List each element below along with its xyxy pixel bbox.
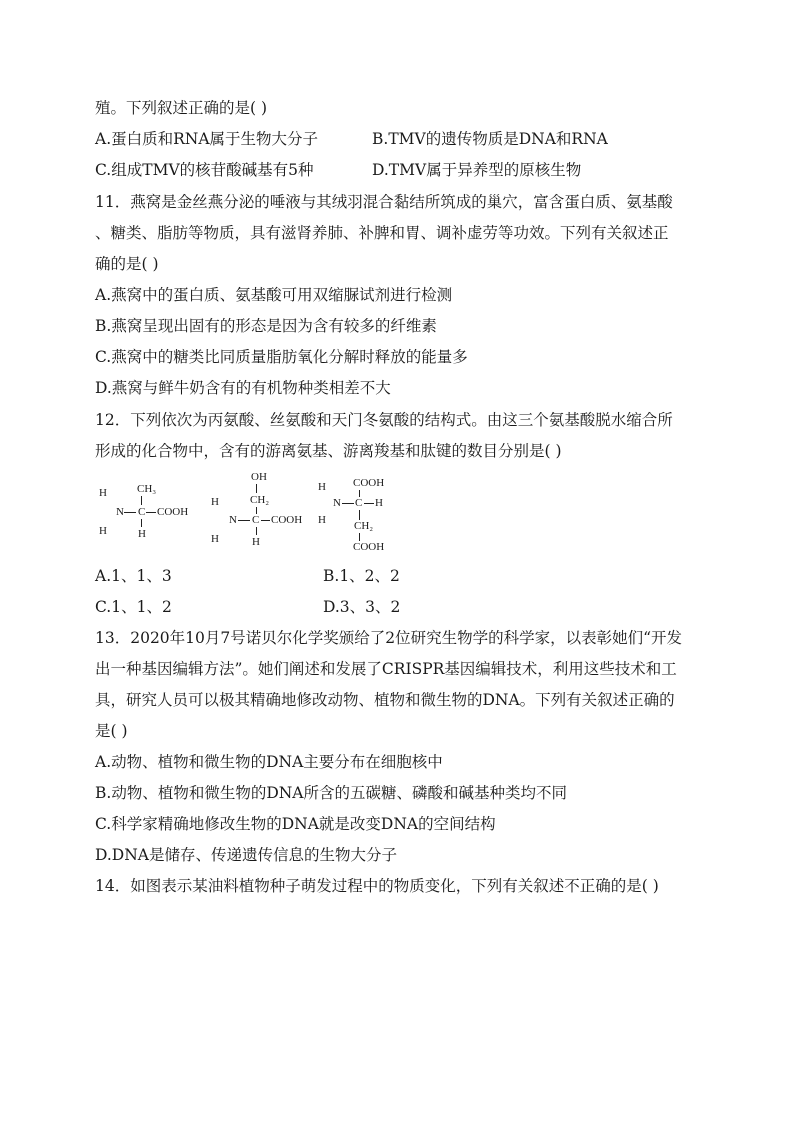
q11-option-a: A.燕窝中的蛋白质、氨基酸可用双缩脲试剂进行检测 (95, 286, 453, 304)
q12-option-a: A.1、1、3 (95, 567, 172, 585)
q11-option-c: C.燕窝中的糖类比同质量脂肪氧化分解时释放的能量多 (95, 348, 468, 366)
q11-option-d: D.燕窝与鲜牛奶含有的有机物种类相差不大 (95, 379, 391, 397)
q12-line1: 12．下列依次为丙氨酸、丝氨酸和天门冬氨酸的结构式。由这三个氨基酸脱水缩合所 (95, 411, 673, 429)
q12-option-d: D.3、3、2 (323, 598, 401, 616)
q14-line1: 14．如图表示某油料植物种子萌发过程中的物质变化，下列有关叙述不正确的是( ) (95, 877, 659, 895)
q10-option-d: D.TMV属于异养型的原核生物 (372, 161, 582, 179)
q10-stem-end: 殖。下列叙述正确的是( ) (95, 99, 268, 117)
q13-line3: 具，研究人员可以极其精确地修改动物、植物和微生物的DNA。下列有关叙述正确的 (95, 691, 675, 709)
q13-line1: 13．2020年10月7号诺贝尔化学奖颁给了2位研究生物学的科学家，以表彰她们“开发 (95, 629, 683, 647)
q13-option-a: A.动物、植物和微生物的DNA主要分布在细胞核中 (95, 753, 443, 771)
q13-line4: 是( ) (95, 722, 128, 740)
q13-option-d: D.DNA是储存、传递遗传信息的生物大分子 (95, 846, 397, 864)
q11-line2: 、糖类、脂肪等物质，具有滋肾养肺、补脾和胃、调补虚劳等功效。下列有关叙述正 (95, 224, 669, 242)
q13-option-b: B.动物、植物和微生物的DNA所含的五碳糖、磷酸和碱基种类均不同 (95, 784, 568, 802)
q10-option-b: B.TMV的遗传物质是DNA和RNA (372, 130, 608, 148)
q13-line2: 出一种基因编辑方法”。她们阐述和发展了CRISPR基因编辑技术，利用这些技术和工 (95, 660, 677, 678)
q12-line2: 形成的化合物中，含有的游离氨基、游离羧基和肽键的数目分别是( ) (95, 442, 562, 460)
q10-option-c: C.组成TMV的核苷酸碱基有5种 (95, 161, 314, 179)
q11-line3: 确的是( ) (95, 255, 159, 273)
q11-option-b: B.燕窝呈现出固有的形态是因为含有较多的纤维素 (95, 317, 437, 335)
q12-option-b: B.1、2、2 (323, 567, 400, 585)
q11-line1: 11．燕窝是金丝燕分泌的唾液与其绒羽混合黏结所筑成的巢穴，富含蛋白质、氨基酸 (95, 193, 673, 211)
q10-option-a: A.蛋白质和RNA属于生物大分子 (95, 130, 319, 148)
q13-option-c: C.科学家精确地修改生物的DNA就是改变DNA的空间结构 (95, 815, 496, 833)
q12-option-c: C.1、1、2 (95, 598, 172, 616)
exam-page: 殖。下列叙述正确的是( ) A.蛋白质和RNA属于生物大分子 B.TMV的遗传物质是DNA和RNA C.组成TMV的核苷酸碱基有5种 D.TMV属于异养型的原核生物 11．燕窝是金丝燕分泌的唾液与其绒羽混合黏结所筑成的巢穴，富含蛋白质、氨基酸 、糖类、脂肪等物质，具有滋肾养肺、补脾和胃、调补虚劳等功效。下列有关叙述正 确的是( ) A.燕窝中的蛋白质、氨基酸可用双缩脲试剂进行检测 B.燕窝呈现出固有的形态是因为含有较多的纤维素 C.燕窝中的糖类比同质量脂肪氧化分解时释放的能量多 D.燕窝与鲜牛奶含有的有机物种类相差不大 12．下列依次为丙氨酸、丝氨酸和天门冬氨酸的结构式。由这三个氨基酸脱水缩合所 形成的化合物中，含有的游离氨基、游离羧基和肽键的数目分别是( ) H N H CH₃ C COOH H OH CH₂ H N H C COOH H COOH H N C H H CH₂ COOH A.1、1、3 B.1、2、2 C.1、1、2 D.3、3、2 13．2020年10月7号诺贝尔化学奖颁给了2位研究生物学的科学家，以表彰她们“开发 出一种基因编辑方法”。她们阐述和发展了CRISPR基因编辑技术，利用这些技术和工 具，研究人员可以极其精确地修改动物、植物和微生物的DNA。下列有关叙述正确的 是( ) A.动物、植物和微生物的DNA主要分布在细胞核中 B.动物、植物和微生物的DNA所含的五碳糖、磷酸和碱基种类均不同 C.科学家精确地修改生物的DNA就是改变DNA的空间结构 D.DNA是储存、传递遗传信息的生物大分子 14．如图表示某油料植物种子萌发过程中的物质变化，下列有关叙述不正确的是( ) (95, 99, 683, 895)
